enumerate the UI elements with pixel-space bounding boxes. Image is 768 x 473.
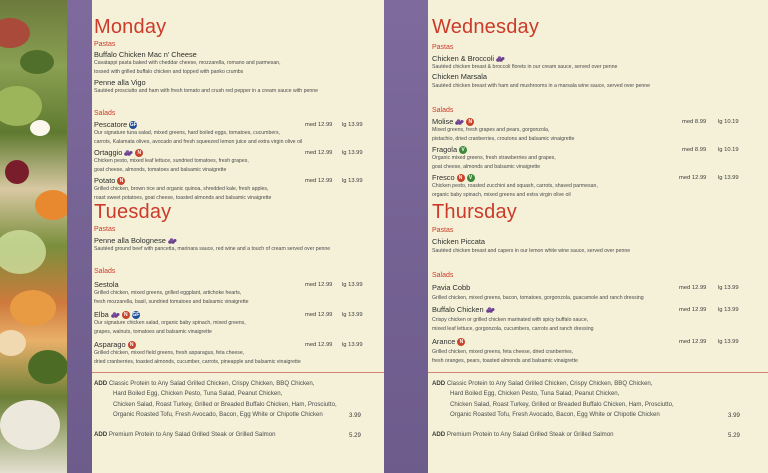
dish-description: goat cheese, almonds and balsamic vinaigrette [432, 164, 541, 170]
dish-description: Crispy chicken or grilled chicken marinated with spicy buffalo sauce, [432, 317, 589, 323]
price-large: lg 13.99 [342, 282, 363, 288]
price-medium: med 8.99 [682, 147, 707, 153]
nut-badge: N [457, 174, 465, 182]
dish-name-row [94, 176, 125, 185]
dish-description: carrots, Kalamata olives, avocado and fresh squeezed lemon juice and extra virgin olive oil [94, 139, 303, 145]
price-large: lg 13.99 [342, 178, 363, 184]
dish-description: fresh mozzarella, basil, sundried tomatoes and balsamic vinaigrette [94, 299, 249, 305]
dish-description: Sautéed chicken breast & broccoli florets in our cream sauce, served over penne [432, 64, 618, 70]
add-label: ADD [94, 431, 108, 438]
dish-name-row [432, 145, 467, 154]
price-medium: med 12.99 [305, 282, 333, 288]
premium-protein-addon: ADD Premium Protein to Any Salad Grilled Steak or Grilled Salmon [432, 431, 614, 438]
price-medium: med 12.99 [305, 122, 333, 128]
price-medium: med 12.99 [679, 307, 707, 313]
addon-line: Hard Boiled Egg, Chicken Pesto, Tuna Salad, Peanut Chicken, [113, 390, 283, 397]
dish-description: goat cheese, almonds, tomatoes and balsamic vinaigrette [94, 167, 227, 173]
price-large: lg 13.99 [342, 342, 363, 348]
nut-badge: N [128, 341, 136, 349]
dish-name: Chicken Marsala [432, 72, 488, 81]
dish-description: Organic mixed greens, fresh strawberries and grapes, [432, 155, 556, 161]
dish-description: organic baby spinach, mixed greens and extra virgin olive oil [432, 192, 571, 198]
price-medium: med 12.99 [305, 150, 333, 156]
dish-name: Chicken & Broccoli [432, 54, 495, 63]
dish-name: Chicken Piccata [432, 237, 485, 246]
day-heading-thursday: Thursday [432, 201, 517, 223]
dish-name: Penne alla Bolognese [94, 236, 166, 245]
dish-description: Our signature chicken salad, organic baby spinach, mixed greens, [94, 320, 246, 326]
dish-name: Fragola [432, 145, 458, 154]
dish-name-row [432, 117, 474, 126]
price-large: lg 10.19 [718, 147, 739, 153]
dish-description: Our signature tuna salad, mixed greens, hard boiled eggs, tomatoes, cucumbers, [94, 130, 280, 136]
nut-badge: N [466, 118, 474, 126]
price-medium: med 12.99 [679, 175, 707, 181]
category-label: Salads [432, 107, 454, 114]
dish-name-row [432, 337, 465, 346]
dish-name: Elba [94, 310, 109, 319]
day-heading-monday: Monday [94, 16, 167, 38]
price-large: lg 13.99 [342, 312, 363, 318]
price-medium: med 12.99 [305, 178, 333, 184]
grape-icon [168, 238, 177, 245]
classic-protein-addon: ADD Classic Protein to Any Salad Grilled Chicken, Crispy Chicken, BBQ Chicken, [432, 380, 653, 387]
category-label: Pastas [432, 44, 454, 51]
price-medium: med 12.99 [679, 339, 707, 345]
dish-name: Penne alla Vigo [94, 78, 146, 87]
dish-description: roast sweet potatoes, goat cheese, toasted almonds and balsamic vinaigrette [94, 195, 272, 201]
dish-description: Cavatappi pasta baked with cheddar cheese, mozzarella, romano and parmesan, [94, 60, 281, 66]
addon-price: 3.99 [728, 412, 740, 419]
dish-description: Grilled chicken, mixed field greens, fresh asparagus, feta cheese, [94, 350, 245, 356]
category-label: Pastas [94, 226, 116, 233]
day-heading-tuesday: Tuesday [94, 201, 172, 223]
dish-description: dried cranberries, toasted almonds, cucumber, carrots, pineapple and balsamic vinaigrette [94, 359, 301, 365]
dish-name-row [94, 120, 137, 129]
price-large: lg 13.99 [718, 339, 739, 345]
dish-description: Sautéed ground beef with pancetta, marinara sauce, red wine and a touch of cream served over penne [94, 246, 331, 252]
price-large: lg 13.99 [342, 122, 363, 128]
category-label: Salads [94, 268, 116, 275]
price-medium: med 12.99 [305, 342, 333, 348]
food-photo [0, 0, 67, 473]
gluten-free-badge: GF [132, 312, 140, 319]
dish-description: tossed with grilled buffalo chicken and topped with panko crumbs [94, 69, 244, 75]
dish-description: Grilled chicken, brown rice and organic quinoa, shredded kale, fresh apples, [94, 186, 269, 192]
addon-price: 3.99 [349, 412, 361, 419]
addon-line: Hard Boiled Egg, Chicken Pesto, Tuna Salad, Peanut Chicken, [450, 390, 620, 397]
day-heading-wednesday: Wednesday [432, 16, 540, 38]
purple-band-middle [384, 0, 428, 473]
dish-description: Grilled chicken, mixed greens, feta cheese, dried cranberries, [432, 349, 573, 355]
dish-description: pistachio, dried cranberries, croutons and balsamic vinaigrette [432, 136, 575, 142]
dish-description: grapes, walnuts, tomatoes and balsamic vinaigrette [94, 329, 212, 335]
add-label: ADD [94, 380, 108, 387]
nut-badge: N [122, 311, 130, 319]
dish-description: Grilled chicken, mixed greens, grilled eggplant, artichoke hearts, [94, 290, 242, 296]
price-medium: med 8.99 [682, 119, 707, 125]
addon-price: 5.29 [349, 432, 361, 439]
dish-name: Pescatore [94, 120, 128, 129]
dish-name-row [94, 340, 136, 349]
section-divider [92, 372, 384, 373]
dish-description: Chicken pesto, mixed leaf lettuce, sundried tomatoes, fresh grapes, [94, 158, 249, 164]
price-large: lg 13.99 [342, 150, 363, 156]
add-label: ADD [432, 380, 446, 387]
dish-name: Molise [432, 117, 454, 126]
dish-name-row [432, 173, 475, 182]
dish-name-row [94, 148, 143, 157]
dish-name: Pavia Cobb [432, 283, 471, 292]
dish-name: Ortaggio [94, 148, 123, 157]
classic-protein-addon: ADD Classic Protein to Any Salad Grilled Chicken, Crispy Chicken, BBQ Chicken, [94, 380, 315, 387]
price-medium: med 12.99 [305, 312, 333, 318]
addon-line: Organic Roasted Tofu, Fresh Avocado, Bacon, Egg White or Chipotle Chicken [113, 411, 323, 418]
dish-name-row [94, 310, 140, 319]
grape-icon [124, 150, 133, 157]
vegetarian-badge: V [459, 146, 467, 154]
grape-icon [496, 56, 505, 63]
dish-name: Asparago [94, 340, 126, 349]
dish-name: Arance [432, 337, 456, 346]
addon-line: Chicken Salad, Roast Turkey, Grilled or Breaded Buffalo Chicken, Ham, Prosciutto, [113, 401, 337, 408]
category-label: Salads [94, 110, 116, 117]
dish-name: Buffalo Chicken Mac n' Cheese [94, 50, 197, 59]
dish-description: Sautéed chicken breast with ham and mushrooms in a marsala wine sauce, served over penne [432, 83, 650, 89]
grape-icon [486, 307, 495, 314]
dish-description: Mixed greens, fresh grapes and pears, gorgonzola, [432, 127, 550, 133]
category-label: Pastas [432, 227, 454, 234]
dish-name: Potato [94, 176, 116, 185]
add-label: ADD [432, 431, 446, 438]
addon-line: Chicken Salad, Roast Turkey, Grilled or Breaded Buffalo Chicken, Ham, Prosciutto, [450, 401, 674, 408]
purple-band-left [67, 0, 92, 473]
dish-description: Chicken pesto, roasted zucchini and squash, carrots, shaved parmesan, [432, 183, 598, 189]
premium-protein-addon: ADD Premium Protein to Any Salad Grilled Steak or Grilled Salmon [94, 431, 276, 438]
category-label: Salads [432, 272, 454, 279]
category-label: Pastas [94, 41, 116, 48]
dish-description: fresh oranges, pears, toasted almonds and balsamic vinaigrette [432, 358, 578, 364]
dish-name: Sestola [94, 280, 119, 289]
dish-name-row [94, 236, 177, 245]
dish-description: Sautéed chicken breast and capers in our lemon white wine sauce, served over penne [432, 248, 631, 254]
dish-description: Sautéed prosciutto and ham with fresh tomato and crush red pepper in a cream sauce with penne [94, 88, 319, 94]
vegetarian-badge: V [467, 174, 475, 182]
price-large: lg 13.99 [718, 307, 739, 313]
dish-name-row [432, 54, 505, 63]
dish-name-row [432, 305, 495, 314]
gluten-free-badge: GF [129, 122, 137, 129]
nut-badge: N [457, 338, 465, 346]
nut-badge: N [117, 177, 125, 185]
nut-badge: N [135, 149, 143, 157]
section-divider [428, 372, 768, 373]
price-large: lg 13.99 [718, 175, 739, 181]
grape-icon [111, 312, 120, 319]
grape-icon [455, 119, 464, 126]
addon-line: Organic Roasted Tofu, Fresh Avocado, Bacon, Egg White or Chipotle Chicken [450, 411, 660, 418]
dish-name: Fresco [432, 173, 455, 182]
dish-description: Grilled chicken, mixed greens, bacon, tomatoes, gorgonzola, guacamole and ranch dressing [432, 295, 644, 301]
addon-price: 5.29 [728, 432, 740, 439]
price-medium: med 12.99 [679, 285, 707, 291]
dish-name: Buffalo Chicken [432, 305, 484, 314]
price-large: lg 13.99 [718, 285, 739, 291]
dish-description: mixed leaf lettuce, gorgonzola, cucumbers, carrots and ranch dressing [432, 326, 594, 332]
price-large: lg 10.19 [718, 119, 739, 125]
